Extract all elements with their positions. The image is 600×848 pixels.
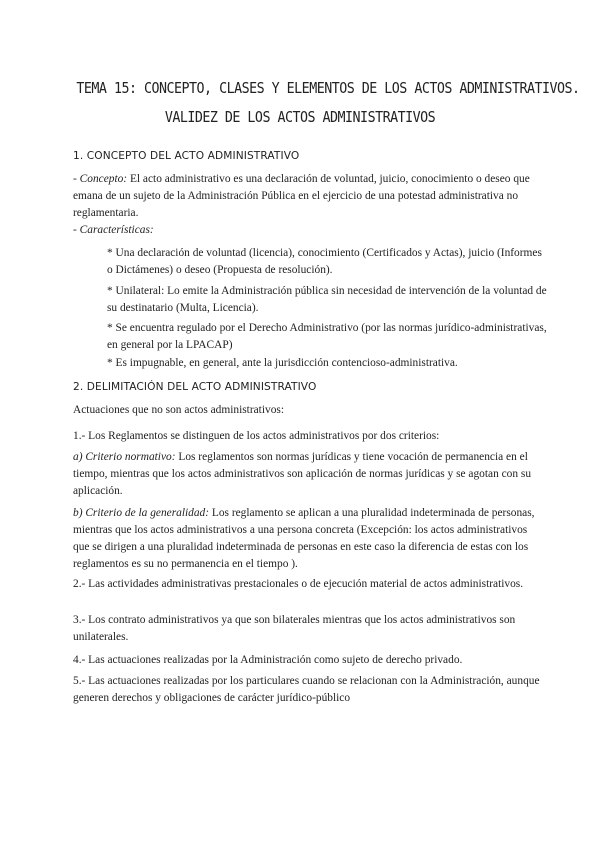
criterio-a-text: Los reglamentos son normas jurídicas y tiene vocación de permanencia en el tiempo, mientras que los actos administrativos son aplicación de normas jurídicas y se agotan con su aplicación. — [73, 451, 532, 497]
concepto-paragraph — [73, 171, 543, 222]
bullet-item: * Una declaración de voluntad (licencia), conocimiento (Certificados y Actas), juicio (Informes o Dictámenes) o deseo (Propuesta de resolución). — [107, 247, 542, 276]
item-4: 4.- Las actuaciones realizadas por la Administración como sujeto de derecho privado. — [73, 654, 463, 666]
section-2-heading: 2. DELIMITACIÓN DEL ACTO ADMINISTRATIVO — [73, 381, 317, 393]
bullet-item: * Unilateral: Lo emite la Administración pública sin necesidad de intervención de la voluntad de su destinatario (Multa, Licencia). — [107, 285, 547, 314]
section-1-heading: 1. CONCEPTO DEL ACTO ADMINISTRATIVO — [73, 150, 300, 162]
criterio-b-paragraph — [73, 505, 543, 573]
concepto-text: El acto administrativo es una declaración de voluntad, juicio, conocimiento o deseo que emana de un sujeto de la Administración Pública en el ejercicio de una potestad administrativa no reglamentaria. — [73, 173, 530, 219]
criterio-a-paragraph — [73, 449, 543, 500]
criterio-b-label: b) Criterio de la generalidad: — [73, 507, 210, 519]
section-2-intro: Actuaciones que no son actos administrativos: — [73, 404, 284, 416]
bullet-item: * Es impugnable, en general, ante la jurisdicción contencioso-administrativa. — [107, 357, 458, 369]
page-title-line-2: VALIDEZ DE LOS ACTOS ADMINISTRATIVOS — [164, 108, 436, 126]
item-1: 1.- Los Reglamentos se distinguen de los actos administrativos por dos criterios: — [73, 430, 440, 442]
caracteristicas-paragraph — [73, 222, 543, 239]
bullet-item: * Se encuentra regulado por el Derecho Administrativo (por las normas jurídico-administrativas, en general por la LPACAP) — [107, 322, 547, 351]
concepto-label: Concepto: — [79, 173, 128, 185]
page-title-line-1: TEMA 15: CONCEPTO, CLASES Y ELEMENTOS DE LOS ACTOS ADMINISTRATIVOS. — [76, 79, 580, 97]
item-2: 2.- Las actividades administrativas prestacionales o de ejecución material de actos administrativos. — [73, 578, 524, 590]
concepto-prefix: - — [73, 173, 80, 185]
item-5: 5.- Las actuaciones realizadas por los particulares cuando se relacionan con la Administración, aunque generen derechos y obligaciones de carácter jurídico-público — [73, 675, 540, 704]
caracteristicas-label: Características: — [79, 224, 154, 236]
criterio-a-label: a) Criterio normativo: — [73, 451, 176, 463]
item-3: 3.- Los contrato administrativos ya que son bilaterales mientras que los actos administrativos son unilaterales. — [73, 614, 516, 643]
criterio-b-text: Los reglamento se aplican a una pluralidad indeterminada de personas, mientras que los actos administrativos a una persona concreta (Excepción: los actos administrativos que se dirigen a una pluralidad indeterminada de personas en este caso la diferencia de estas con los reglamentos es su no permanencia en el tiempo ). — [73, 507, 535, 570]
caracteristicas-prefix: - — [73, 224, 80, 236]
